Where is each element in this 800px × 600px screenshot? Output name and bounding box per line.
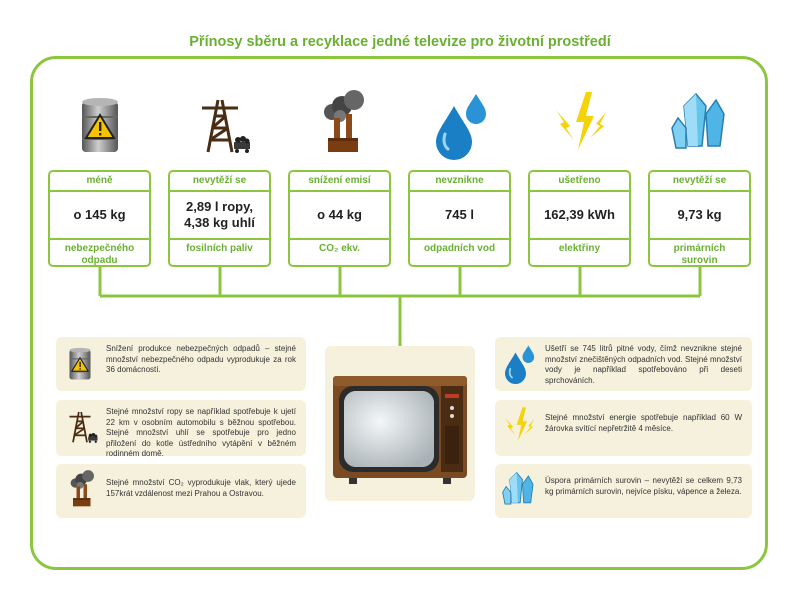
crystal-icon	[670, 88, 730, 160]
info-card-text: Snížení produkce nebezpečných odpadů – stejné množství nebezpečného odpadu vyprodukuje za rok 36 domácností.	[106, 344, 296, 374]
info-card-water	[495, 337, 752, 391]
box-top-label: nevznikne	[410, 172, 509, 192]
box-value-line: 2,89 l ropy,	[186, 199, 253, 214]
benefit-box-emissions	[288, 170, 391, 267]
box-bottom-line: surovin	[681, 255, 718, 266]
lightning-icon	[501, 405, 537, 447]
info-card-text: Ušetří se 745 litrů pitné vody, čímž nevznikne stejné množství znečištěných odpadních vod. Stejné množství vody je například spotřebováno při deseti sprchováních.	[545, 344, 742, 385]
box-value	[50, 192, 149, 238]
oil-rig-icon	[62, 405, 98, 447]
oil-rig-icon	[190, 88, 250, 160]
box-value-line: o 44 kg	[317, 207, 362, 222]
info-card-emissions	[56, 464, 306, 518]
barrel-icon	[70, 88, 130, 160]
info-card-hazardous-waste	[56, 337, 306, 391]
television-icon	[325, 346, 475, 501]
crystal-icon	[501, 469, 537, 511]
box-value-line: o 145 kg	[73, 207, 126, 222]
box-value	[170, 192, 269, 238]
tv-panel	[325, 346, 475, 501]
box-bottom-line: primárních	[673, 243, 726, 254]
benefit-box-electricity	[528, 170, 631, 267]
box-bottom-line: odpadních vod	[423, 243, 496, 254]
water-drops-icon	[501, 342, 537, 384]
info-card-text: Stejné množství energie spotřebuje například 60 W žárovka svítící nepřetržitě 4 měsíce.	[545, 413, 742, 433]
box-bottom-label	[530, 238, 629, 255]
box-bottom-line: fosilních paliv	[186, 243, 253, 254]
box-top-label: méně	[50, 172, 149, 192]
box-value-line: 162,39 kWh	[544, 207, 615, 222]
box-bottom-label	[650, 238, 749, 267]
page-title: Přínosy sběru a recyklace jedné televize pro životní prostředí	[189, 34, 611, 50]
box-bottom-line: CO₂ ekv.	[319, 243, 360, 254]
box-value	[530, 192, 629, 238]
info-card-text: Stejné množství ropy se například spotřebuje k ujetí 22 km v osobním automobilu s běžnou spotřebou. Stejné množství uhlí se spotřebuje pro jedno přiložení do kotle ústředního vytápění v běžném rodinném domě.	[106, 407, 296, 458]
barrel-icon	[62, 342, 98, 384]
benefit-box-hazardous-waste	[48, 170, 151, 267]
box-bottom-label	[170, 238, 269, 255]
info-card-text: Úspora primárních surovin – nevytěží se celkem 9,73 kg primárních surovin, nejvíce písku, vápence a železa.	[545, 476, 742, 496]
box-top-label: nevytěží se	[650, 172, 749, 192]
benefit-box-raw-materials	[648, 170, 751, 267]
box-top-label: nevytěží se	[170, 172, 269, 192]
box-bottom-line: elektřiny	[558, 243, 601, 254]
info-card-electricity	[495, 400, 752, 456]
info-card-fossil-fuels	[56, 400, 306, 456]
factory-icon	[62, 469, 98, 511]
info-card-raw-materials	[495, 464, 752, 518]
box-bottom-line: odpadu	[81, 255, 118, 266]
box-bottom-label	[50, 238, 149, 267]
benefit-box-fossil-fuels	[168, 170, 271, 267]
box-value	[290, 192, 389, 238]
water-drops-icon	[430, 88, 490, 160]
lightning-icon	[550, 88, 610, 160]
box-value-line: 9,73 kg	[677, 207, 722, 222]
box-value	[650, 192, 749, 238]
factory-icon	[310, 88, 370, 160]
box-value-line: 745 l	[445, 207, 474, 222]
box-value	[410, 192, 509, 238]
box-top-label: snížení emisí	[290, 172, 389, 192]
box-bottom-label	[290, 238, 389, 255]
box-top-label: ušetřeno	[530, 172, 629, 192]
box-value-line: 4,38 kg uhlí	[184, 215, 255, 230]
box-bottom-line: nebezpečného	[64, 243, 135, 254]
benefit-box-waste-water	[408, 170, 511, 267]
box-bottom-label	[410, 238, 509, 255]
info-card-text: Stejné množství CO₂ vyprodukuje vlak, který ujede 157krát vzdálenost mezi Prahou a Ostravou.	[106, 478, 296, 498]
